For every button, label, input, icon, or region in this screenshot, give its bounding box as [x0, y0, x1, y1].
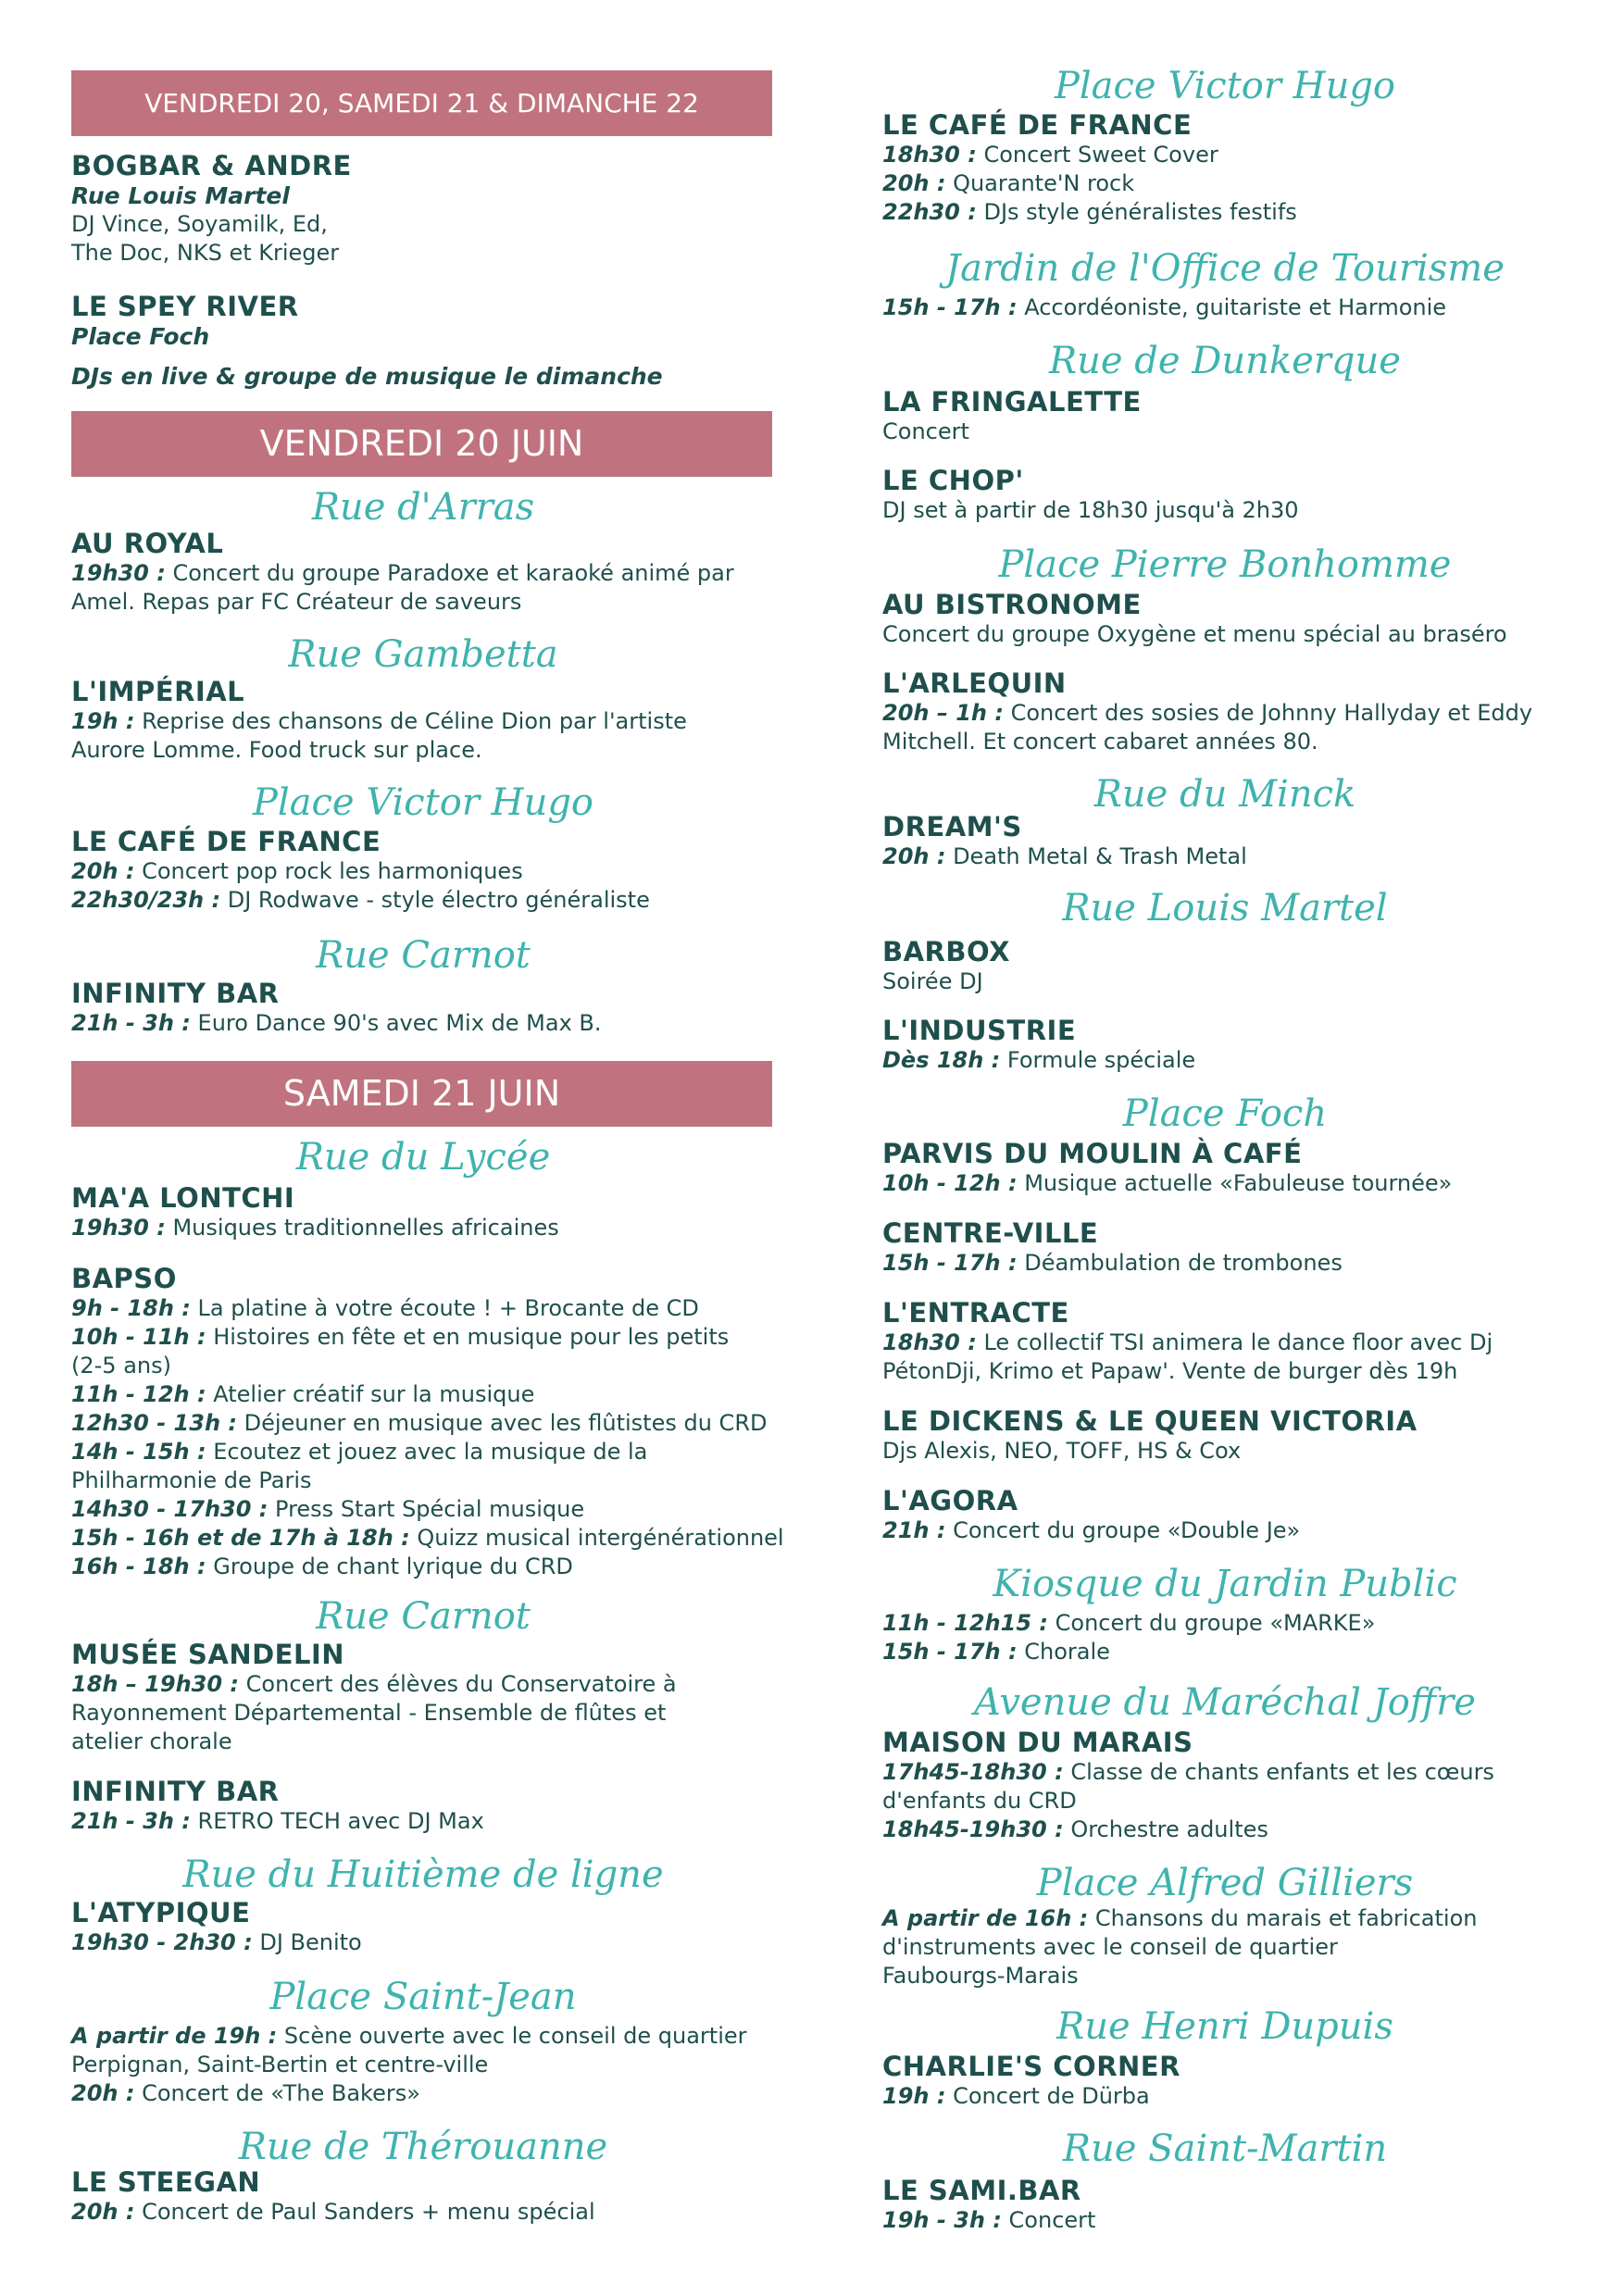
location-heading: Place Victor Hugo: [1054, 65, 1396, 107]
entry-line: 21h : Concert du groupe «Double Je»: [882, 1517, 1301, 1543]
entry-musee-sandelin: [71, 1640, 784, 1756]
entry-bapso: [71, 1264, 784, 1581]
venue-name: INFINITY BAR: [71, 1776, 280, 1807]
entry-entracte: [882, 1298, 1586, 1386]
location-heading: Place Saint-Jean: [269, 1976, 577, 2018]
entry-place-saint-jean: [71, 2022, 784, 2108]
location-heading: Rue d'Arras: [311, 486, 535, 529]
entry-line: 11h - 12h : Atelier créatif sur la musique: [71, 1381, 535, 1407]
entry-charlies-corner: [882, 2052, 1586, 2111]
banner-friday: VENDREDI 20 JUIN: [71, 411, 772, 477]
venue-name: L'INDUSTRIE: [882, 1015, 1077, 1046]
entry-line: 19h : Reprise des chansons de Céline Dion par l'artiste: [71, 708, 687, 734]
entry-line: Dès 18h : Formule spéciale: [882, 1047, 1196, 1073]
location-heading: Rue du Lycée: [295, 1136, 551, 1179]
entry-line: 18h30 : Le collectif TSI animera le dance floor avec Dj: [882, 1329, 1493, 1355]
entry-line: 19h30 : Concert du groupe Paradoxe et karaoké animé par: [71, 560, 734, 586]
venue-name: L'ENTRACTE: [882, 1297, 1069, 1329]
venue-name: INFINITY BAR: [71, 978, 280, 1009]
entry-line: Concert: [882, 418, 969, 444]
entry-bistronome: [882, 590, 1586, 649]
entry-le-chop: [882, 466, 1586, 525]
entry-line: Concert du groupe Oxygène et menu spécial au braséro: [882, 621, 1507, 647]
location-heading: Place Pierre Bonhomme: [998, 543, 1452, 586]
entry-line: 10h - 11h : Histoires en fête et en musique pour les petits: [71, 1324, 730, 1350]
entry-place-alfred-gilliers: [882, 1904, 1586, 1990]
entry-infinity-bar-saturday: [71, 1777, 784, 1836]
venue-name: LE STEEGAN: [71, 2166, 261, 2198]
venue-name: L'ATYPIQUE: [71, 1897, 251, 1928]
entry-maa-lontchi: [71, 1183, 784, 1242]
entry-line: 20h : Death Metal & Trash Metal: [882, 843, 1247, 869]
entry-agora: [882, 1486, 1586, 1545]
entry-cafe-de-france: [71, 827, 784, 915]
entry-line: 14h30 - 17h30 : Press Start Spécial musique: [71, 1496, 585, 1522]
entry-centre-ville: [882, 1218, 1586, 1278]
entry-line: 15h - 17h : Déambulation de trombones: [882, 1250, 1343, 1276]
location-heading: Rue Henri Dupuis: [1056, 2005, 1393, 2048]
entry-line: A partir de 16h : Chansons du marais et fabrication: [882, 1905, 1478, 1931]
entry-line: 15h - 17h : Chorale: [882, 1639, 1110, 1665]
entry-line: 21h - 3h : Euro Dance 90's avec Mix de Max B.: [71, 1010, 602, 1036]
entry-line: Perpignan, Saint-Bertin et centre-ville: [71, 2052, 489, 2078]
venue-name: BARBOX: [882, 936, 1010, 967]
entry-parvis-moulin: [882, 1139, 1586, 1198]
entry-arlequin: [882, 668, 1586, 756]
entry-line: 15h - 17h : Accordéoniste, guitariste et Harmonie: [882, 294, 1447, 320]
location-heading: Rue Gambetta: [288, 633, 558, 676]
venue-name: LE CAFÉ DE FRANCE: [71, 826, 381, 857]
entry-line: DJs en live & groupe de musique le dimanche: [71, 363, 663, 390]
venue-street: Place Foch: [71, 323, 210, 350]
entry-jardin-office-tourisme: [882, 293, 1586, 322]
entry-maison-du-marais: [882, 1728, 1586, 1844]
location-heading: Rue Carnot: [316, 934, 531, 977]
entry-line: 9h - 18h : La platine à votre écoute ! + Brocante de CD: [71, 1295, 699, 1321]
entry-line: Faubourgs-Marais: [882, 1963, 1079, 1989]
entry-line: Mitchell. Et concert cabaret années 80.: [882, 729, 1318, 755]
entry-line: 20h : Concert de «The Bakers»: [71, 2080, 420, 2106]
location-heading: Place Foch: [1122, 1092, 1328, 1135]
venue-name: DREAM'S: [882, 811, 1022, 842]
location-heading: Place Alfred Gilliers: [1036, 1862, 1414, 1904]
venue-name: MA'A LONTCHI: [71, 1182, 295, 1214]
entry-line: 22h30/23h : DJ Rodwave - style électro généraliste: [71, 887, 650, 913]
venue-name: LE DICKENS & LE QUEEN VICTORIA: [882, 1405, 1418, 1437]
venue-name: AU BISTRONOME: [882, 589, 1142, 620]
entry-fringalette: [882, 387, 1586, 446]
entry-sami-bar: [882, 2176, 1586, 2235]
location-heading: Place Victor Hugo: [252, 781, 594, 824]
location-heading: Rue de Dunkerque: [1049, 340, 1401, 382]
location-heading: Rue Carnot: [316, 1595, 531, 1638]
venue-name: LE SAMI.BAR: [882, 2175, 1081, 2206]
venue-name: LE CHOP': [882, 465, 1024, 496]
entry-line: 20h – 1h : Concert des sosies de Johnny Hallyday et Eddy: [882, 700, 1533, 726]
entry-industrie: [882, 1016, 1586, 1075]
entry-atypique: [71, 1898, 784, 1957]
entry-line: 18h30 : Concert Sweet Cover: [882, 142, 1218, 168]
entry-steegan: [71, 2167, 784, 2227]
entry-line: 16h - 18h : Groupe de chant lyrique du CRD: [71, 1554, 573, 1579]
banner-saturday: SAMEDI 21 JUIN: [71, 1061, 772, 1127]
venue-name: L'IMPÉRIAL: [71, 676, 245, 707]
venue-name: L'ARLEQUIN: [882, 668, 1067, 699]
venue-name: LE CAFÉ DE FRANCE: [882, 109, 1193, 141]
banner-weekend: VENDREDI 20, SAMEDI 21 & DIMANCHE 22: [71, 70, 772, 136]
entry-line: 21h - 3h : RETRO TECH avec DJ Max: [71, 1808, 484, 1834]
entry-au-royal: [71, 529, 784, 617]
venue-street: Rue Louis Martel: [71, 182, 290, 209]
entry-line: (2-5 ans): [71, 1353, 171, 1379]
venue-name: AU ROYAL: [71, 528, 224, 559]
venue-name: BAPSO: [71, 1263, 177, 1294]
entry-barbox: [882, 937, 1586, 996]
entry-line: PétonDji, Krimo et Papaw'. Vente de burger dès 19h: [882, 1358, 1458, 1384]
location-heading: Rue de Thérouanne: [238, 2126, 608, 2168]
entry-line: 19h - 3h : Concert: [882, 2207, 1096, 2233]
entry-infinity-bar: [71, 979, 784, 1038]
entry-line: 11h - 12h15 : Concert du groupe «MARKE»: [882, 1610, 1376, 1636]
entry-line: 18h45-19h30 : Orchestre adultes: [882, 1816, 1268, 1842]
entry-line: 20h : Concert de Paul Sanders + menu spécial: [71, 2199, 595, 2225]
location-heading: Kiosque du Jardin Public: [993, 1563, 1457, 1605]
entry-line: atelier chorale: [71, 1728, 232, 1754]
venue-name: LA FRINGALETTE: [882, 386, 1142, 418]
entry-line: 20h : Concert pop rock les harmoniques: [71, 858, 523, 884]
venue-name: LE SPEY RIVER: [71, 291, 299, 322]
venue-name: PARVIS DU MOULIN À CAFÉ: [882, 1138, 1303, 1169]
entry-line: DJ Vince, Soyamilk, Ed,: [71, 211, 328, 237]
entry-line: Philharmonie de Paris: [71, 1467, 312, 1493]
entry-dickens-queen-victoria: [882, 1406, 1586, 1466]
entry-line: Djs Alexis, NEO, TOFF, HS & Cox: [882, 1438, 1242, 1464]
entry-line: 19h : Concert de Dürba: [882, 2083, 1150, 2109]
entry-line: 20h : Quarante'N rock: [882, 170, 1135, 196]
entry-line: A partir de 19h : Scène ouverte avec le conseil de quartier: [71, 2023, 747, 2049]
entry-line: d'instruments avec le conseil de quartier: [882, 1934, 1338, 1960]
entry-line: The Doc, NKS et Krieger: [71, 240, 340, 266]
entry-line: 17h45-18h30 : Classe de chants enfants et les cœurs: [882, 1759, 1494, 1785]
entry-line: Amel. Repas par FC Créateur de saveurs: [71, 589, 522, 615]
entry-kiosque: [882, 1609, 1586, 1666]
entry-line: 14h - 15h : Ecoutez et jouez avec la musique de la: [71, 1439, 648, 1465]
location-heading: Rue Louis Martel: [1062, 887, 1388, 930]
entry-line: Rayonnement Départemental - Ensemble de flûtes et: [71, 1700, 667, 1726]
location-heading: Rue Saint-Martin: [1062, 2128, 1388, 2170]
venue-name: CENTRE-VILLE: [882, 1217, 1099, 1249]
entry-dreams: [882, 812, 1586, 871]
location-heading: Avenue du Maréchal Joffre: [974, 1681, 1476, 1724]
entry-line: Aurore Lomme. Food truck sur place.: [71, 737, 482, 763]
entry-line: 15h - 16h et de 17h à 18h : Quizz musical intergénérationnel: [71, 1525, 784, 1551]
entry-line: 10h - 12h : Musique actuelle «Fabuleuse tournée»: [882, 1170, 1453, 1196]
location-heading: Jardin de l'Office de Tourisme: [945, 247, 1505, 290]
venue-name: L'AGORA: [882, 1485, 1018, 1516]
entry-line: Soirée DJ: [882, 968, 983, 994]
entry-cafe-de-france-sat: [882, 110, 1586, 227]
entry-bogbar: [71, 151, 784, 268]
entry-line: d'enfants du CRD: [882, 1788, 1077, 1814]
venue-name: MAISON DU MARAIS: [882, 1727, 1193, 1758]
entry-imperial: [71, 677, 784, 765]
venue-name: MUSÉE SANDELIN: [71, 1639, 345, 1670]
entry-line: 18h – 19h30 : Concert des élèves du Conservatoire à: [71, 1671, 677, 1697]
entry-line: 19h30 - 2h30 : DJ Benito: [71, 1929, 362, 1955]
venue-name: CHARLIE'S CORNER: [882, 2051, 1181, 2082]
location-heading: Rue du Huitième de ligne: [182, 1853, 664, 1896]
entry-line: DJ set à partir de 18h30 jusqu'à 2h30: [882, 497, 1299, 523]
entry-spey-river: [71, 292, 784, 391]
entry-line: 19h30 : Musiques traditionnelles africaines: [71, 1215, 559, 1241]
venue-name: BOGBAR & ANDRE: [71, 150, 352, 181]
entry-line: 12h30 - 13h : Déjeuner en musique avec les flûtistes du CRD: [71, 1410, 768, 1436]
entry-line: 22h30 : DJs style généralistes festifs: [882, 199, 1297, 225]
location-heading: Rue du Minck: [1093, 773, 1356, 816]
